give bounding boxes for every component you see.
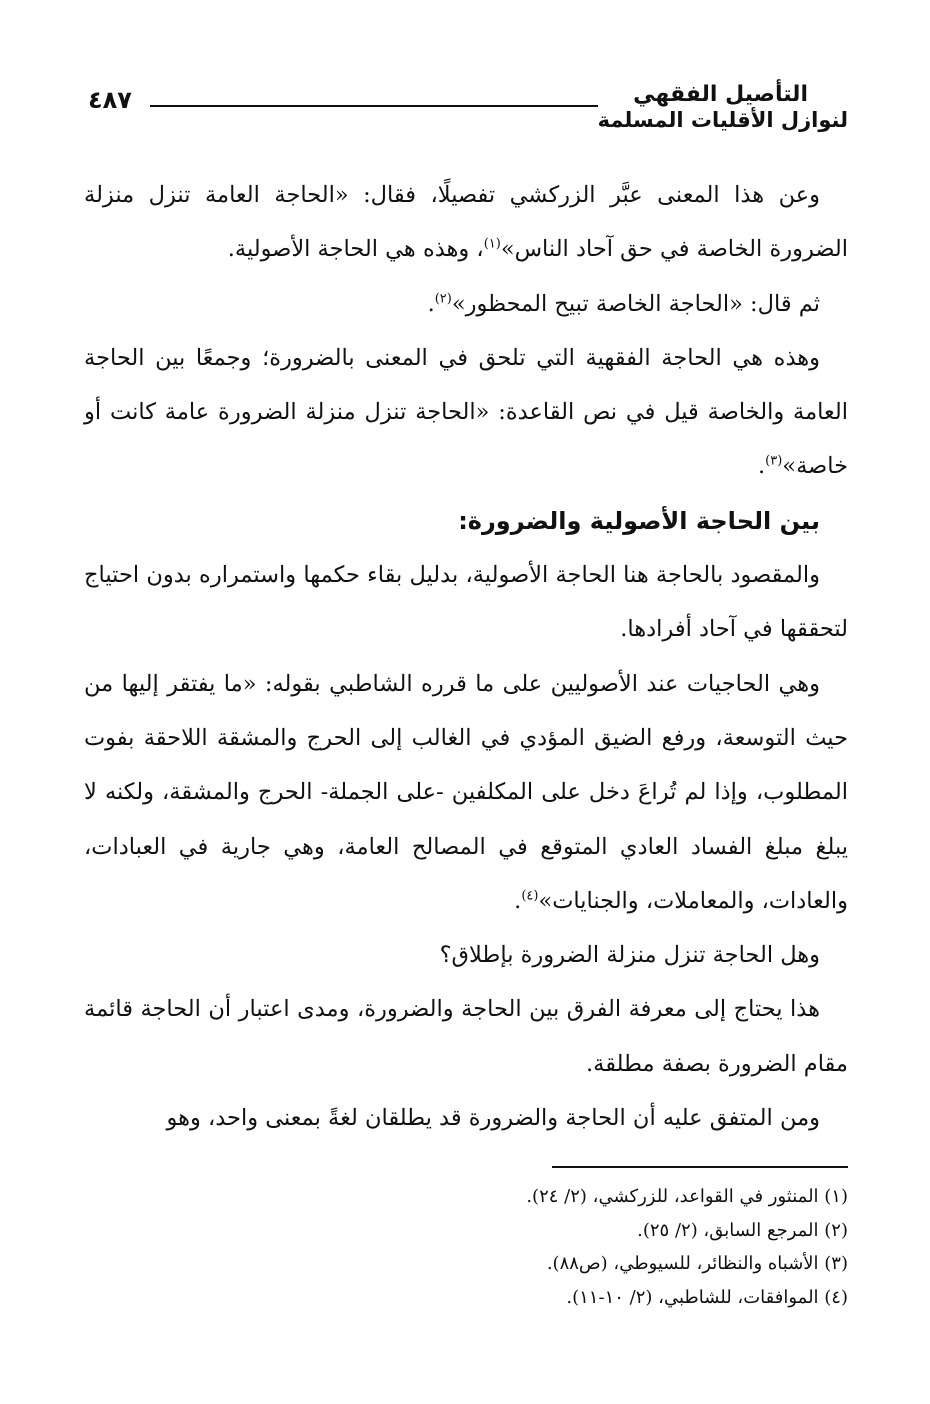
footnote-3: (٣) الأشباه والنظائر، للسيوطي، (ص٨٨). (546, 1253, 848, 1274)
running-header (88, 78, 848, 148)
paragraph-6: وهل الحاجة تنزل منزلة الضرورة بإطلاق؟ (439, 942, 820, 969)
paragraph-7: هذا يحتاج إلى معرفة الفرق بين الحاجة والضرورة، ومدى اعتبار أن الحاجة قائمة مقام الضرورة بصفة مطلقة. (84, 996, 848, 1077)
footnote-4: (٤) الموافقات، للشاطبي، (٢/ ١٠-١١). (566, 1286, 848, 1308)
header-title-line2: لنوازل الأقليات المسلمة (597, 108, 848, 133)
page-number: ٤٨٧ (88, 86, 132, 114)
paragraph-4: والمقصود بالحاجة هنا الحاجة الأصولية، بدليل بقاء حكمها واستمراره بدون احتياج لتحققها في آحاد أفرادها. (84, 562, 848, 643)
footnote-ref-1: (١) (483, 236, 501, 252)
footnote-2: (٢) المرجع السابق، (٢/ ٢٥). (637, 1219, 848, 1241)
header-rule (150, 105, 598, 107)
header-title-line1: التأصيل الفقهي (633, 82, 808, 107)
footnote-ref-4: (٤) (521, 888, 539, 904)
header-title (598, 82, 848, 134)
section-heading: بين الحاجة الأصولية والضرورة: (458, 506, 820, 535)
paragraph-2: ثم قال: «الحاجة الخاصة تبيح المحظور»$^{(٢)}$. (427, 290, 820, 317)
footnote-rule (552, 1166, 848, 1168)
paragraph-3: وهذه هي الحاجة الفقهية التي تلحق في المعنى بالضرورة؛ وجمعًا بين الحاجة العامة والخاصة قيل في نص القاعدة: «الحاجة تنزل منزلة الضرورة عامة كانت أو خاصة»$^{(٣)}$. (84, 344, 848, 480)
paragraph-1: وعن هذا المعنى عبَّر الزركشي تفصيلًا، فقال: «الحاجة العامة تنزل منزلة الضرورة الخاصة في حق آحاد الناس»$^{(١)}$، وهذه هي الحاجة الأصولية. (84, 182, 848, 263)
paragraph-8: ومن المتفق عليه أن الحاجة والضرورة قد يطلقان لغةً بمعنى واحد، وهو (166, 1105, 820, 1132)
footnote-1: (١) المنثور في القواعد، للزركشي، (٢/ ٢٤). (526, 1186, 848, 1207)
footnotes (84, 1180, 848, 1314)
paragraph-5: وهي الحاجيات عند الأصوليين على ما قرره الشاطبي بقوله: «ما يفتقر إليها من حيث التوسعة، ورفع الضيق المؤدي في الغالب إلى الحرج والمشقة اللاحقة بفوت المطلوب، وإذا لم تُراعَ دخل على المكلفين -على الجملة- الحرج والمشقة، ولكنه لا يبلغ مبلغ الفساد العادي المتوقع في المصالح العامة، وهي جارية في العبادات، والعادات، والمعاملات، والجنايات»$^{(٤)}$. (84, 670, 848, 914)
footnote-ref-2: (٢) (434, 291, 452, 307)
footnote-ref-3: (٣) (765, 453, 783, 469)
body-text (84, 168, 848, 1145)
